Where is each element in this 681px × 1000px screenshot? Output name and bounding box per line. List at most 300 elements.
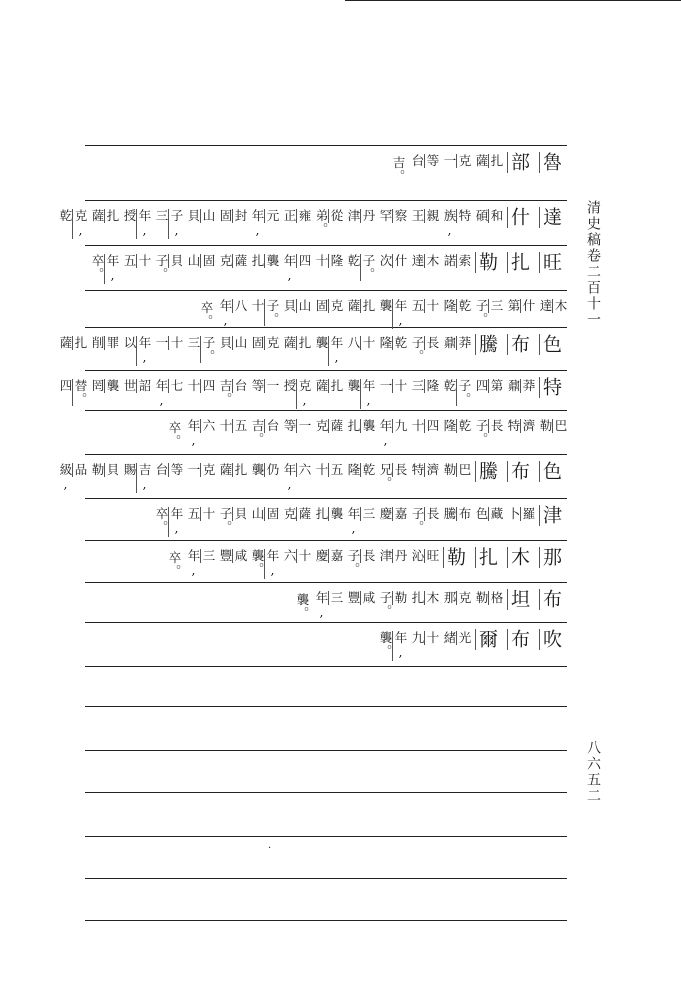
note-line: 以: [122, 336, 137, 350]
note-line: 四: [58, 379, 73, 393]
note-line: 年,: [137, 336, 152, 366]
note-line: 削: [90, 336, 105, 350]
note-line: 山: [297, 299, 312, 313]
note-line: 襲。: [250, 549, 265, 576]
note-line: 慶: [378, 507, 393, 521]
note-column: [374, 250, 406, 289]
note-column: [246, 295, 278, 326]
name-char: 達: [540, 207, 562, 228]
note-column: [534, 295, 566, 326]
note-line: 一: [297, 419, 312, 433]
note-line: 年,: [105, 254, 120, 284]
name-column: [534, 332, 566, 369]
note-line: 十: [169, 336, 184, 350]
note-line: 吉。: [250, 419, 265, 446]
note-line: 從: [329, 209, 344, 223]
note-line: 貝: [105, 463, 120, 477]
note-column: [406, 415, 438, 453]
note-line: 年,: [186, 419, 201, 449]
note-line: 年,: [265, 549, 280, 579]
note-line: 貝: [186, 209, 201, 223]
name-char: 布: [508, 461, 530, 482]
note-line: 和: [489, 209, 504, 223]
note-line: 子。: [410, 336, 425, 363]
note-line: 三: [329, 591, 344, 605]
row-rule: [85, 498, 567, 499]
note-line: 薩: [474, 154, 489, 168]
note-column: [470, 415, 502, 453]
note-column: [118, 459, 150, 497]
note-line: 隆: [425, 379, 440, 393]
note-line: 木: [425, 254, 440, 268]
note-line: 子,: [169, 209, 184, 239]
name-column: [502, 627, 534, 665]
note-line: 勒: [90, 463, 105, 477]
note-column: [278, 295, 310, 326]
note-column: [374, 332, 406, 369]
note-line: 一: [154, 336, 169, 350]
note-column: [54, 332, 86, 369]
note-column: [374, 415, 406, 453]
name-column: [502, 545, 534, 581]
note-line: 濟: [425, 463, 440, 477]
note-line: 八: [346, 336, 361, 350]
note-line: 固: [314, 299, 329, 313]
name-char: 勒: [444, 547, 466, 568]
note-column: [342, 332, 374, 369]
note-line: 雍: [297, 209, 312, 223]
note-line: 子。: [378, 591, 393, 618]
note-line: 薩: [282, 336, 297, 350]
note-line: 乾: [346, 254, 361, 268]
note-line: 一: [442, 154, 457, 168]
note-column: [406, 205, 438, 244]
note-line: 那: [442, 591, 457, 605]
note-column: [182, 503, 214, 539]
name-char: 坦: [508, 589, 530, 610]
note-line: 山: [250, 507, 265, 521]
note-line: 子。: [474, 299, 489, 326]
note-line: 罪: [105, 336, 120, 350]
note-column: [406, 545, 438, 581]
note-line: 乾: [457, 299, 472, 313]
row-rule: [85, 410, 567, 411]
name-column: [534, 150, 566, 199]
name-column: [534, 205, 566, 244]
note-line: 級,: [58, 463, 73, 493]
note-column: [182, 545, 214, 581]
note-column: [246, 375, 278, 409]
note-column: [374, 150, 406, 199]
note-line: 五: [122, 254, 137, 268]
note-column: [246, 545, 278, 581]
row-rule: [85, 582, 567, 583]
note-line: 克: [218, 254, 233, 268]
note-line: 卒。: [167, 551, 182, 578]
note-column: [502, 295, 534, 326]
note-column: [182, 332, 214, 369]
note-line: 固: [250, 336, 265, 350]
note-line: 薩: [346, 299, 361, 313]
note-column: [54, 205, 86, 244]
note-line: 仍: [265, 463, 280, 477]
note-line: 勒: [442, 463, 457, 477]
note-line: 貝: [233, 507, 248, 521]
note-column: [342, 587, 374, 621]
note-line: 子。: [218, 507, 233, 534]
note-line: 子。: [410, 507, 425, 534]
name-char: 扎: [476, 547, 498, 568]
row-rule: [85, 200, 567, 201]
note-column: [438, 415, 470, 453]
note-line: 薩: [314, 379, 329, 393]
note-line: 隆: [442, 419, 457, 433]
note-line: 慶: [314, 549, 329, 563]
note-line: 諾: [442, 254, 457, 268]
note-line: 山: [186, 254, 201, 268]
note-line: 世: [122, 379, 137, 393]
note-line: 兄。: [378, 463, 393, 490]
note-line: 十: [218, 419, 233, 433]
note-line: 四: [425, 419, 440, 433]
note-line: 次: [378, 254, 393, 268]
note-column: [374, 375, 406, 409]
note-line: 津: [346, 209, 361, 223]
note-line: 襲: [361, 419, 376, 433]
name-column: [502, 459, 534, 497]
note-line: 子。: [457, 379, 472, 406]
note-column: [438, 205, 470, 244]
note-line: 台: [265, 419, 280, 433]
note-column: [438, 587, 470, 621]
note-column: [438, 627, 470, 665]
note-line: 巴: [457, 463, 472, 477]
note-line: 年,: [393, 631, 408, 661]
row-rule: [85, 622, 567, 623]
note-line: 襲: [314, 336, 329, 350]
note-line: 子。: [474, 419, 489, 446]
note-line: 特: [457, 209, 472, 223]
name-char: 魯: [540, 152, 562, 173]
note-line: 子。: [346, 549, 361, 576]
name-char: 部: [508, 152, 530, 173]
note-line: 薩: [90, 209, 105, 223]
note-line: 沁: [410, 549, 425, 563]
note-line: 年,: [250, 209, 265, 239]
note-column: [86, 459, 118, 497]
note-line: 一: [378, 379, 393, 393]
row-rule: [85, 145, 567, 146]
note-column: [374, 545, 406, 581]
note-line: 九: [393, 419, 408, 433]
note-column: [246, 205, 278, 244]
note-line: 旺: [425, 549, 440, 563]
note-line: 克: [457, 154, 472, 168]
note-line: 丹: [393, 549, 408, 563]
note-column: [374, 587, 406, 621]
note-line: 年,: [282, 254, 297, 284]
note-line: 十: [314, 254, 329, 268]
note-line: 三: [201, 549, 216, 563]
note-line: 扎: [73, 336, 88, 350]
note-line: 隆: [378, 336, 393, 350]
note-column: [246, 415, 278, 453]
note-line: 第: [506, 299, 521, 313]
note-line: 山: [201, 209, 216, 223]
name-column: [502, 250, 534, 289]
note-line: 乾: [393, 336, 408, 350]
note-line: 正: [282, 209, 297, 223]
note-column: [438, 503, 470, 539]
row-rule: [85, 454, 567, 455]
note-line: 卒。: [154, 507, 169, 534]
note-column: [214, 415, 246, 453]
note-line: 十: [361, 336, 376, 350]
note-line: 隆: [329, 254, 344, 268]
note-line: 長: [361, 549, 376, 563]
note-column: [374, 205, 406, 244]
note-line: 詔: [137, 379, 152, 393]
note-column: [406, 627, 438, 665]
note-column: [342, 503, 374, 539]
note-line: 台: [154, 463, 169, 477]
note-line: 年,: [361, 379, 376, 409]
note-line: 年,: [329, 336, 344, 366]
note-line: 親: [425, 209, 440, 223]
note-column: [246, 503, 278, 539]
note-line: 丹: [361, 209, 376, 223]
note-line: 年,: [393, 299, 408, 329]
name-char: 勒: [476, 252, 498, 273]
note-line: 布: [457, 507, 472, 521]
row-rule: [85, 706, 567, 707]
note-line: 碩: [474, 209, 489, 223]
name-char: 布: [540, 589, 562, 610]
name-char: 津: [540, 505, 562, 526]
note-column: [182, 250, 214, 289]
note-column: [214, 205, 246, 244]
note-line: 三: [489, 299, 504, 313]
note-line: 等: [250, 379, 265, 393]
note-line: 年,: [186, 549, 201, 579]
note-column: [342, 545, 374, 581]
row-rule: [85, 245, 567, 246]
note-line: 扎: [233, 463, 248, 477]
note-line: 十: [314, 463, 329, 477]
note-line: 長: [425, 336, 440, 350]
note-line: 扎: [361, 299, 376, 313]
note-line: 第: [489, 379, 504, 393]
note-line: 年,: [346, 507, 361, 537]
note-column: [278, 415, 310, 453]
note-column: [214, 295, 248, 329]
row-rule: [85, 792, 567, 793]
note-line: 三: [154, 209, 169, 223]
row-rule: [85, 836, 567, 837]
note-line: 族,: [442, 209, 457, 239]
note-line: 卜: [506, 507, 521, 521]
name-char: 爾: [476, 629, 498, 650]
note-line: 封: [233, 209, 248, 223]
name-char: 特: [540, 377, 562, 398]
note-column: [278, 545, 310, 581]
note-column: [470, 375, 502, 409]
note-column: [182, 375, 214, 409]
name-char: 吹: [540, 629, 562, 650]
note-column: [278, 503, 310, 539]
note-line: 王: [410, 209, 425, 223]
note-line: 四: [201, 379, 216, 393]
note-column: [86, 205, 118, 244]
note-line: 襲: [250, 463, 265, 477]
note-line: 貝: [282, 299, 297, 313]
note-line: 長: [393, 463, 408, 477]
note-line: 十: [393, 379, 408, 393]
note-line: 七: [169, 379, 184, 393]
note-column: [214, 250, 246, 289]
note-line: 等: [282, 419, 297, 433]
note-column: [150, 503, 182, 539]
note-line: 豐: [218, 549, 233, 563]
name-column: [470, 459, 502, 497]
note-line: 三: [410, 379, 425, 393]
name-column: [502, 150, 534, 199]
note-column: [182, 415, 214, 453]
note-column: [246, 332, 278, 369]
note-line: 品: [73, 463, 88, 477]
note-column: [438, 250, 470, 289]
note-line: 乾: [442, 379, 457, 393]
name-char: 木: [508, 547, 530, 568]
name-char: 布: [508, 334, 530, 355]
name-column: [438, 545, 470, 581]
note-line: 年,: [218, 299, 233, 329]
note-line: 勒: [393, 591, 408, 605]
note-line: 六: [297, 463, 312, 477]
note-column: [214, 332, 246, 369]
note-line: 年,: [314, 591, 329, 621]
note-line: 十: [297, 549, 312, 563]
name-column: [534, 627, 566, 665]
note-line: 十: [250, 299, 265, 313]
note-column: [182, 295, 214, 326]
note-column: [118, 205, 150, 244]
note-line: 扎: [346, 419, 361, 433]
note-line: 五: [186, 507, 201, 521]
note-line: 山: [233, 336, 248, 350]
name-column: [534, 545, 566, 581]
note-line: 一: [265, 379, 280, 393]
note-line: 克: [201, 463, 216, 477]
note-line: 十: [201, 507, 216, 521]
row-rule: [85, 290, 567, 291]
note-line: 達: [538, 299, 553, 313]
note-line: 扎: [250, 254, 265, 268]
name-column: [502, 332, 534, 369]
note-column: [310, 545, 342, 581]
note-column: [246, 250, 278, 289]
note-line: 四: [297, 254, 312, 268]
note-column: [246, 459, 278, 497]
note-column: [438, 295, 470, 326]
note-column: [406, 375, 438, 409]
row-rule: [85, 327, 567, 328]
name-char: 那: [540, 547, 562, 568]
note-column: [118, 332, 150, 369]
note-line: 莽: [521, 379, 536, 393]
note-line: 羅: [521, 507, 536, 521]
note-column: [150, 205, 182, 244]
note-column: [406, 587, 438, 621]
note-line: 賜: [122, 463, 137, 477]
note-column: [470, 587, 502, 621]
note-line: 克,: [73, 209, 88, 239]
note-line: 扎: [329, 379, 344, 393]
note-column: [150, 459, 182, 497]
note-line: 克: [265, 336, 280, 350]
note-column: [310, 375, 342, 409]
note-column: [470, 295, 502, 326]
row-rule: [85, 370, 567, 371]
note-line: 子。: [154, 254, 169, 281]
note-column: [438, 332, 470, 369]
note-line: 濟: [521, 419, 536, 433]
note-line: 四: [474, 379, 489, 393]
note-column: [406, 503, 438, 539]
note-line: 吉。: [218, 379, 233, 406]
note-column: [502, 375, 534, 409]
note-column: [438, 459, 470, 497]
note-column: [374, 627, 406, 665]
note-line: 勒: [538, 419, 553, 433]
note-line: 年,: [137, 209, 152, 239]
note-line: 長: [489, 419, 504, 433]
note-column: [278, 332, 310, 369]
note-column: [342, 459, 374, 497]
note-line: 襲。: [378, 631, 393, 658]
note-line: 十: [137, 254, 152, 268]
note-line: 弟。: [314, 209, 329, 236]
note-line: 襲。: [295, 593, 310, 620]
note-line: 鼐: [506, 379, 521, 393]
note-line: 一: [186, 463, 201, 477]
note-column: [438, 375, 470, 409]
name-column: [534, 503, 566, 539]
stray-mark: ·: [268, 843, 272, 854]
note-column: [406, 250, 438, 289]
note-line: 隆: [442, 299, 457, 313]
note-line: 固: [218, 209, 233, 223]
note-line: 扎: [410, 591, 425, 605]
note-line: 襲: [105, 379, 120, 393]
note-line: 津: [378, 549, 393, 563]
note-line: 六: [201, 419, 216, 433]
note-line: 勒: [474, 591, 489, 605]
note-line: 六: [282, 549, 297, 563]
note-line: 吉,: [137, 463, 152, 493]
note-line: 鼐: [442, 336, 457, 350]
note-line: 襲: [378, 299, 393, 313]
note-line: 年,: [154, 379, 169, 409]
note-line: 五: [410, 299, 425, 313]
note-line: 薩: [329, 419, 344, 433]
name-char: 騰: [476, 334, 498, 355]
note-column: [214, 375, 246, 409]
note-column: [502, 415, 534, 453]
note-line: 緒: [442, 631, 457, 645]
name-char: 色: [540, 334, 562, 355]
note-line: 年,: [169, 507, 184, 537]
